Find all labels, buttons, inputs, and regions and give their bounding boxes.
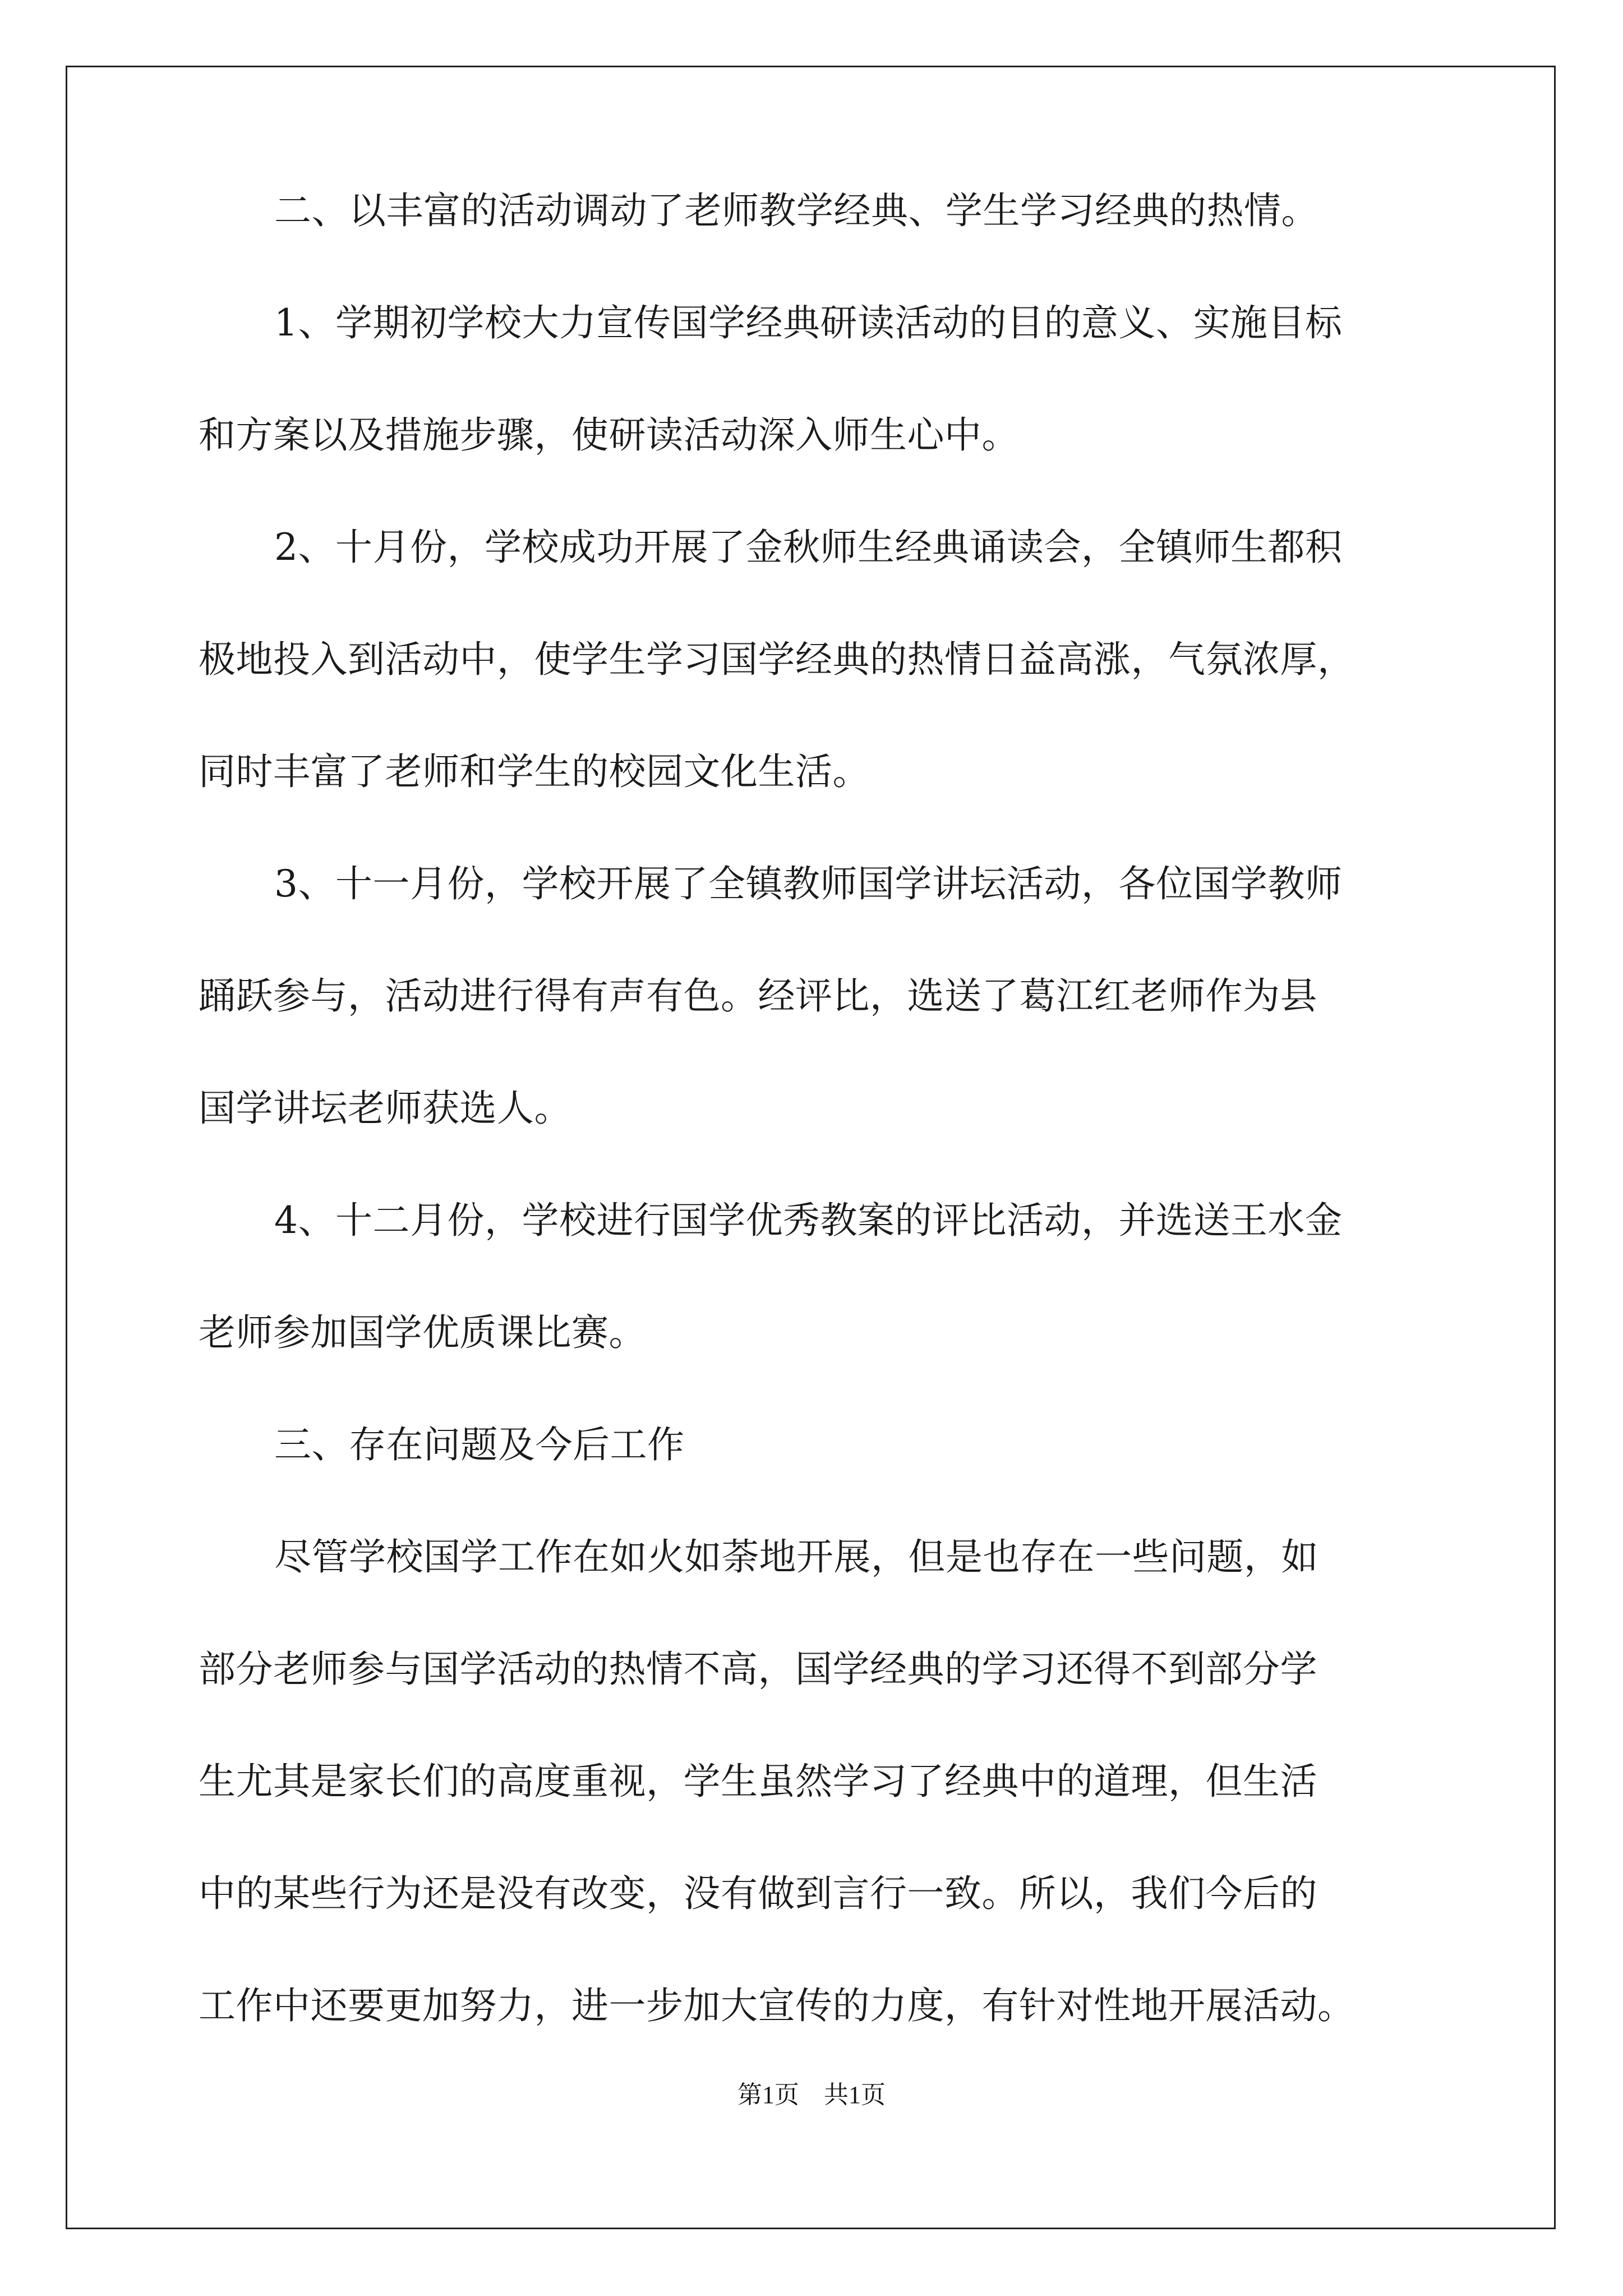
page-footer: 第1页 共1页 [737, 2081, 886, 2109]
paragraph-line: 中的某些行为还是没有改变，没有做到言行一致。所以，我们今后的 [199, 1872, 1317, 1915]
paragraph-line: 踊跃参与，活动进行得有声有色。经评比，选送了葛江红老师作为县 [199, 974, 1317, 1018]
paragraph-line: 3、十一月份，学校开展了全镇教师国学讲坛活动，各位国学教师 [274, 862, 1343, 905]
paragraph-line: 老师参加国学优质课比赛。 [199, 1311, 646, 1354]
paragraph-line: 4、十二月份，学校进行国学优秀教案的评比活动，并选送王水金 [274, 1199, 1343, 1242]
paragraph-line: 国学讲坛老师获选人。 [199, 1087, 571, 1130]
paragraph-line: 极地投入到活动中，使学生学习国学经典的热情日益高涨，气氛浓厚， [199, 638, 1355, 681]
paragraph-line: 尽管学校国学工作在如火如荼地开展，但是也存在一些问题，如 [274, 1535, 1318, 1579]
paragraph-line: 2、十月份，学校成功开展了金秋师生经典诵读会，全镇师生都积 [274, 526, 1343, 569]
paragraph-line: 生尤其是家长们的高度重视，学生虽然学习了经典中的道理，但生活 [199, 1760, 1317, 1803]
paragraph-line: 同时丰富了老师和学生的校园文化生活。 [199, 750, 870, 793]
paragraph-heading-2: 二、以丰富的活动调动了老师教学经典、学生学习经典的热情。 [274, 189, 1318, 232]
paragraph-line: 和方案以及措施步骤，使研读活动深入师生心中。 [199, 413, 1019, 457]
paragraph-line: 1、学期初学校大力宣传国学经典研读活动的目的意义、实施目标 [274, 301, 1343, 344]
paragraph-line: 部分老师参与国学活动的热情不高，国学经典的学习还得不到部分学 [199, 1648, 1317, 1691]
paragraph-line: 工作中还要更加努力，进一步加大宣传的力度，有针对性地开展活动。 [199, 1984, 1355, 2027]
paragraph-heading-3: 三、存在问题及今后工作 [274, 1423, 685, 1466]
